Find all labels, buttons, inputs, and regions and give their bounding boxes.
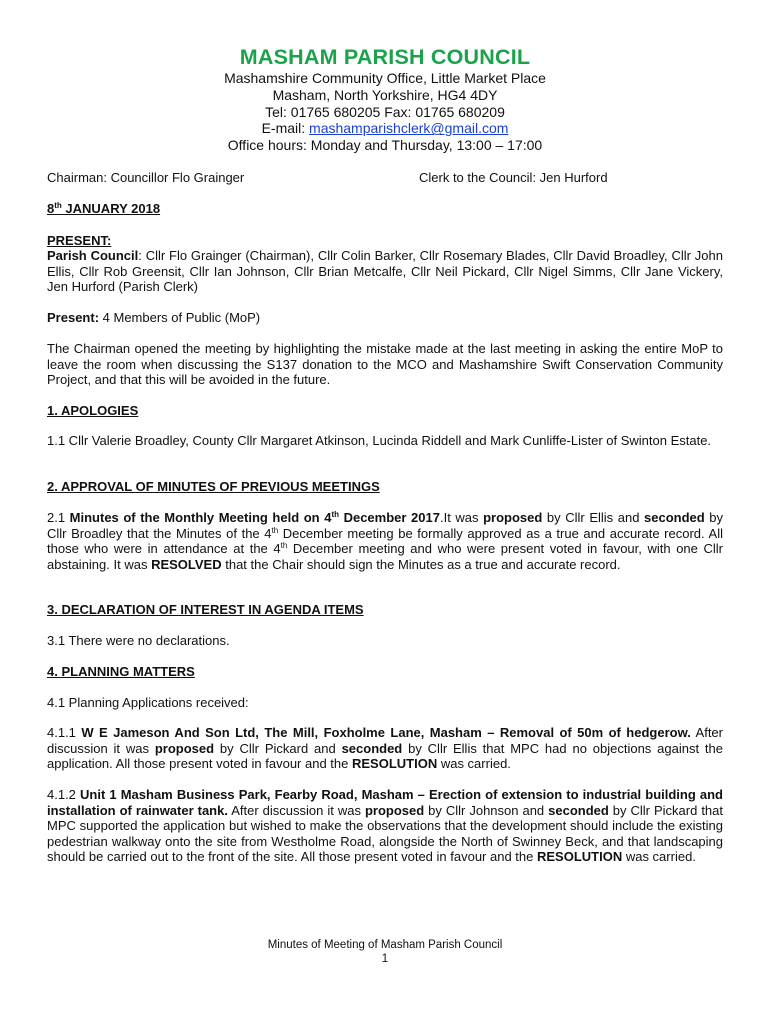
present-public: Present: 4 Members of Public (MoP) xyxy=(47,310,261,325)
planning-item-2: 4.1.2 Unit 1 Masham Business Park, Fearby Road, Masham – Erection of extension to industrial building and installation of rainwater tank. After discussion it was proposed by Cllr Johnson and seconded by Cllr Pickard that MPC supported the application but wished to make the observations that the development should include the existing pedestrian walkway onto the site from Westholme Road, alongside the North of Swinney Beck, and that landscaping should be carried out to the front of the site. All those present voted in favour and the RESOLUTION was carried. xyxy=(47,787,724,864)
council-title: MASHAM PARISH COUNCIL xyxy=(239,45,531,69)
phone-line: Tel: 01765 680205 Fax: 01765 680209 xyxy=(265,103,505,120)
opening-paragraph: The Chairman opened the meeting by highlighting the mistake made at the last meeting in asking the entire MoP to leave the room when discussing the S137 donation to the MCO and Mashamshire Swift Conservation Community Project, and that this will be avoided in the future. xyxy=(47,341,723,387)
present-heading: PRESENT: xyxy=(47,233,112,248)
apologies-item: 1.1 Cllr Valerie Broadley, County Cllr Margaret Atkinson, Lucinda Riddell and Mark Cunliffe-Lister of Swinton Estate. xyxy=(47,433,712,448)
present-council: Parish Council: Cllr Flo Grainger (Chairman), Cllr Colin Barker, Cllr Rosemary Blades, Cllr David Broadley, Cllr John Ellis, Cllr Rob Greensit, Cllr Ian Johnson, Cllr Brian Metcalfe, Cllr Neil Pickard, Cllr Nigel Simms, Cllr Jane Vickery, Jen Hurford (Parish Clerk) xyxy=(47,248,723,294)
email-line xyxy=(47,120,723,137)
apologies-heading: 1. APOLOGIES xyxy=(47,403,139,418)
planning-item-1: 4.1.1 W E Jameson And Son Ltd, The Mill, Foxholme Lane, Masham – Removal of 50m of hedgerow. After discussion it was proposed by Cllr Pickard and seconded by Cllr Ellis that MPC had no objections against the application. All those present voted in favour and the RESOLUTION was carried. xyxy=(47,725,723,771)
minutes-item: 2.1 Minutes of the Monthly Meeting held on 4th December 2017.It was proposed by Cllr Ellis and seconded by Cllr Broadley that the Minutes of the 4th December meeting be formally approved as a true and accurate record. All those who were in attendance at the 4th December meeting and who were present voted in favour, with one Cllr abstaining. It was RESOLVED that the Chair should sign the Minutes as a true and accurate record. xyxy=(47,510,724,572)
email-link[interactable]: mashamparishclerk@gmail.com xyxy=(309,120,509,137)
meeting-date: 8th JANUARY 2018 xyxy=(47,201,161,216)
document-page xyxy=(47,0,723,1024)
declaration-item: 3.1 There were no declarations. xyxy=(47,633,230,648)
planning-intro: 4.1 Planning Applications received: xyxy=(47,695,249,710)
page-footer xyxy=(47,938,723,966)
planning-heading: 4. PLANNING MATTERS xyxy=(47,664,195,679)
chairman-text: Chairman: Councillor Flo Grainger xyxy=(47,170,245,185)
minutes-heading: 2. APPROVAL OF MINUTES OF PREVIOUS MEETINGS xyxy=(47,479,380,494)
address-line-1: Mashamshire Community Office, Little Market Place xyxy=(224,70,546,86)
footer-text: Minutes of Meeting of Masham Parish Council xyxy=(267,939,503,951)
officers-line xyxy=(47,170,723,186)
declaration-heading: 3. DECLARATION OF INTEREST IN AGENDA ITEMS xyxy=(47,602,364,617)
clerk-text: Clerk to the Council: Jen Hurford xyxy=(419,170,608,185)
office-hours: Office hours: Monday and Thursday, 13:00 – 17:00 xyxy=(227,137,543,154)
email-label: E-mail: xyxy=(261,120,310,137)
letterhead xyxy=(47,44,723,154)
page-number: 1 xyxy=(381,953,389,965)
address-line-2: Masham, North Yorkshire, HG4 4DY xyxy=(272,86,498,103)
